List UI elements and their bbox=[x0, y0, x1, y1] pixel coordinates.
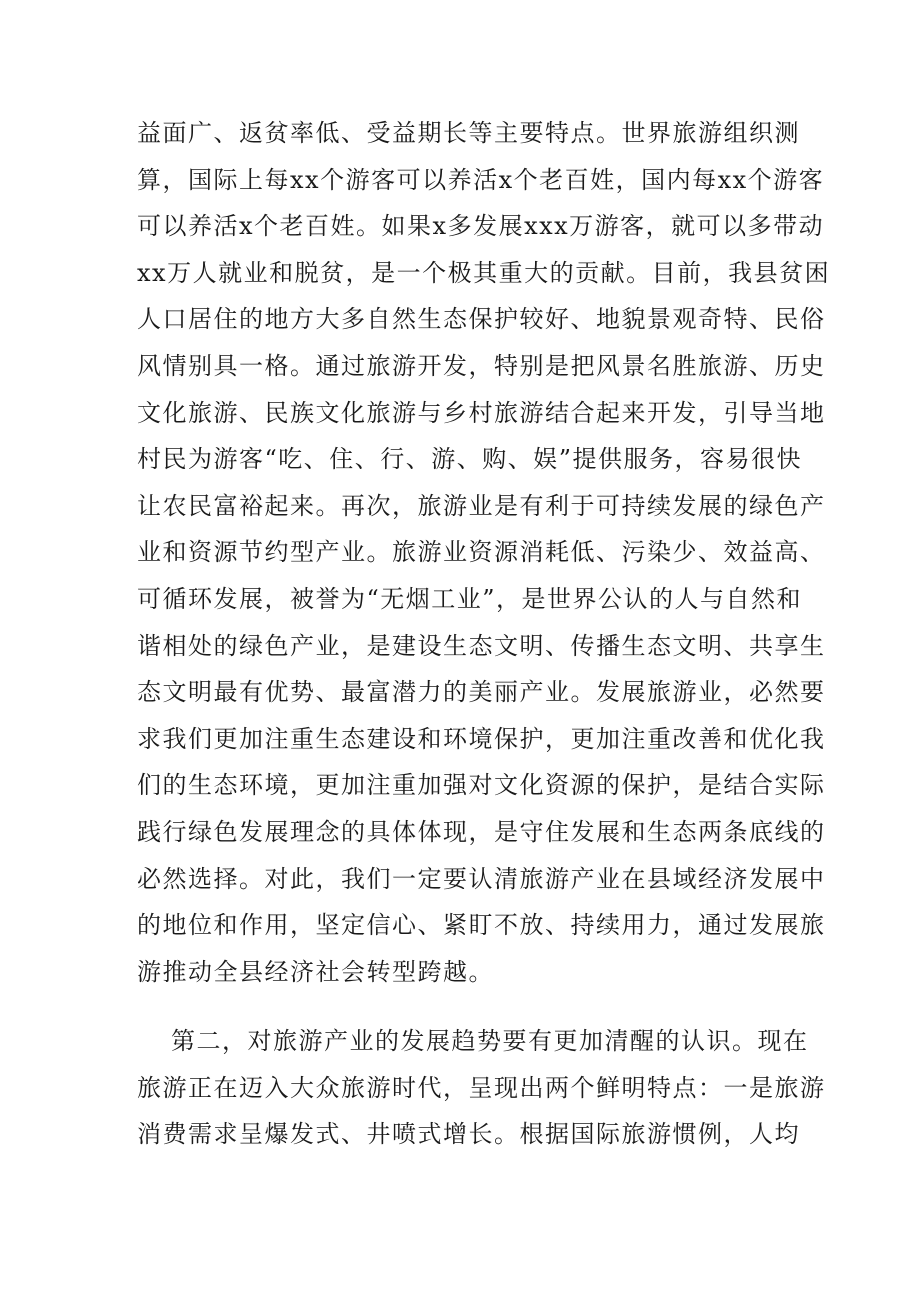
text-line: 践行绿色发展理念的具体体现，是守住发展和生态两条底线的 bbox=[137, 817, 826, 846]
text-line: 让农民富裕起来。再次，旅游业是有利于可持续发展的绿色产 bbox=[137, 491, 826, 520]
text-line: 业和资源节约型产业。旅游业资源消耗低、污染少、效益高、 bbox=[137, 538, 826, 567]
paragraph-2 bbox=[137, 1018, 826, 1158]
text-line: 可循环发展，被誉为“无烟工业”，是世界公认的人与自然和 bbox=[137, 584, 803, 613]
text-line: 们的生态环境，更加注重加强对文化资源的保护，是结合实际 bbox=[137, 771, 826, 800]
text-line: 旅游正在迈入大众旅游时代，呈现出两个鲜明特点：一是旅游 bbox=[137, 1073, 826, 1102]
text-line: 可以养活x个老百姓。如果x多发展xxx万游客，就可以多带动 bbox=[137, 212, 825, 241]
text-line: 文化旅游、民族文化旅游与乡村旅游结合起来开发，引导当地 bbox=[137, 398, 826, 427]
text-line: xx万人就业和脱贫，是一个极其重大的贡献。目前，我县贫困 bbox=[137, 258, 831, 287]
text-line: 消费需求呈爆发式、井喷式增长。根据国际旅游惯例，人均 bbox=[137, 1120, 800, 1149]
text-line: 第二，对旅游产业的发展趋势要有更加清醒的认识。现在 bbox=[171, 1027, 809, 1055]
text-line: 必然选择。对此，我们一定要认清旅游产业在县域经济发展中 bbox=[137, 864, 826, 893]
paragraph-1 bbox=[137, 110, 831, 995]
text-line: 村民为游客“吃、住、行、游、购、娱”提供服务，容易很快 bbox=[137, 445, 803, 474]
text-line: 人口居住的地方大多自然生态保护较好、地貌景观奇特、民俗 bbox=[137, 305, 826, 334]
text-line: 风情别具一格。通过旅游开发，特别是把风景名胜旅游、历史 bbox=[137, 351, 826, 380]
text-line: 态文明最有优势、最富潜力的美丽产业。发展旅游业，必然要 bbox=[137, 678, 826, 707]
text-line: 的地位和作用，坚定信心、紧盯不放、持续用力，通过发展旅 bbox=[137, 911, 826, 940]
text-line: 谐相处的绿色产业，是建设生态文明、传播生态文明、共享生 bbox=[137, 631, 826, 660]
text-line: 益面广、返贫率低、受益期长等主要特点。世界旅游组织测 bbox=[137, 119, 800, 147]
text-line: 求我们更加注重生态建设和环境保护，更加注重改善和优化我 bbox=[137, 724, 826, 753]
text-line: 游推动全县经济社会转型跨越。 bbox=[137, 957, 494, 986]
text-line: 算，国际上每xx个游客可以养活x个老百姓，国内每xx个游客 bbox=[137, 165, 825, 194]
